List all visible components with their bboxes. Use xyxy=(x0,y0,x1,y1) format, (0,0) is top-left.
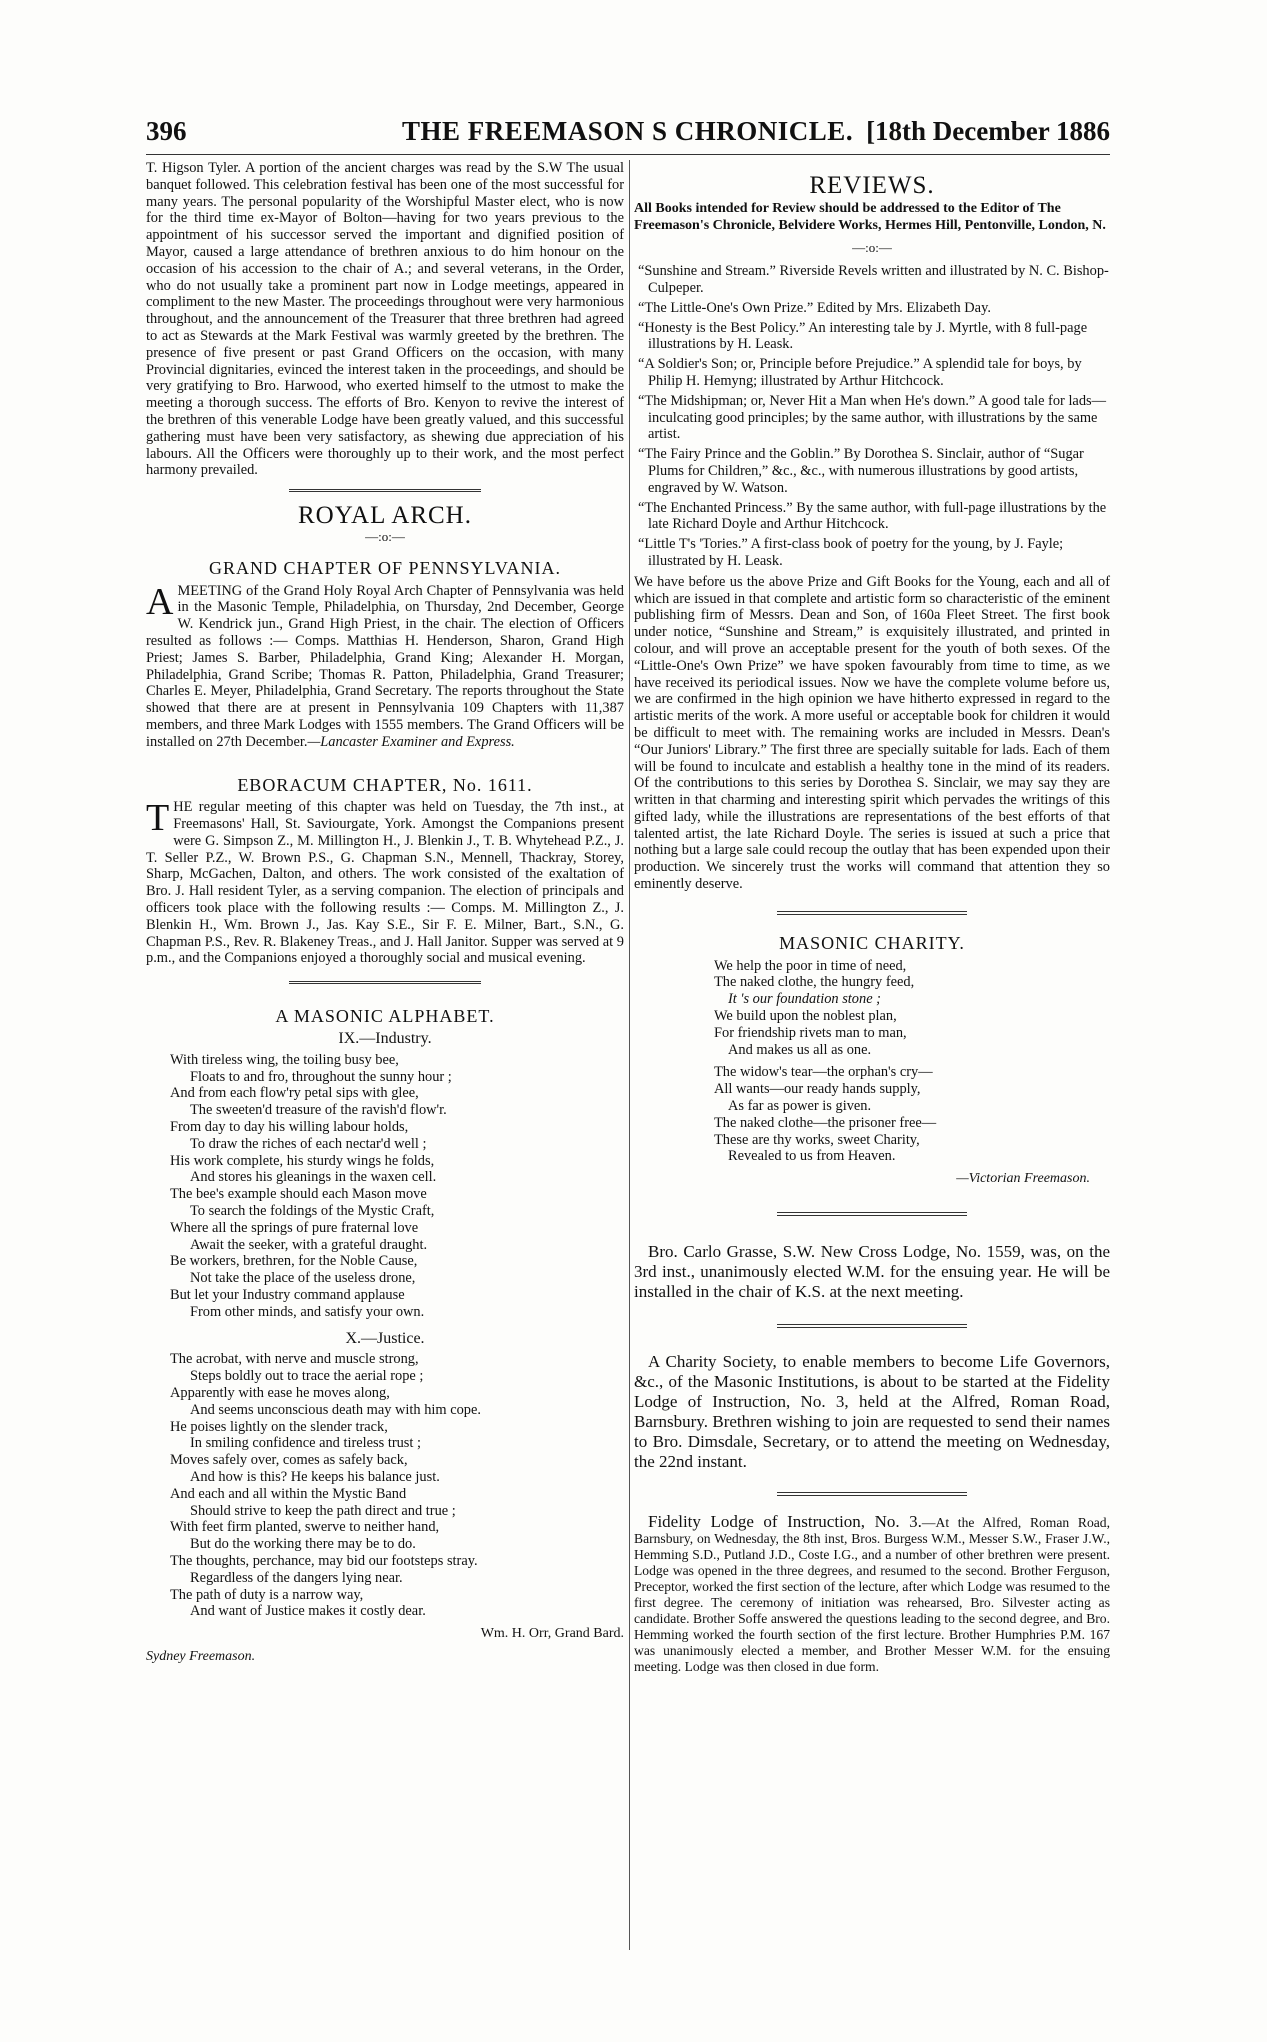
drop-cap: T xyxy=(146,797,170,840)
poem-line: The sweeten'd treasure of the ravish'd flow'r. xyxy=(190,1102,447,1119)
drop-cap: A xyxy=(146,580,174,623)
poem-line: But do the working there may be to do. xyxy=(190,1536,416,1553)
justice-poem xyxy=(170,1351,624,1620)
industry-poem xyxy=(170,1052,624,1321)
poem-line: It 's our foundation stone ; xyxy=(728,991,881,1008)
poem-line: From day to day his willing labour holds, xyxy=(170,1119,409,1136)
poem-line: The path of duty is a narrow way, xyxy=(170,1586,364,1603)
royal-arch-heading: ROYAL ARCH. xyxy=(298,502,472,530)
poem-line: The naked clothe—the prisoner free— xyxy=(714,1114,937,1131)
poem-line: The widow's tear—the orphan's cry— xyxy=(714,1064,933,1081)
poem-line: And stores his gleanings in the waxen cell. xyxy=(190,1169,437,1186)
section-divider xyxy=(289,981,480,986)
fidelity-lodge-paragraph xyxy=(634,1514,1110,1675)
eboracum-paragraph xyxy=(146,799,624,967)
review-item: “A Soldier's Son; or, Principle before Prejudice.” A splendid tale for boys, by Philip H. Hemyng; illustrated by Arthur Hitchcock. xyxy=(638,356,1082,389)
review-item: “The Enchanted Princess.” By the same author, with full-page illustrations by the late Richard Doyle and Arthur Hitchcock. xyxy=(638,499,1107,533)
charity-poem xyxy=(714,958,1110,1166)
poem-line: He poises lightly on the slender track, xyxy=(170,1418,388,1435)
left-column xyxy=(146,160,624,1666)
poem-line: And makes us all as one. xyxy=(728,1041,872,1058)
issue-date: [18th December 1886 xyxy=(866,116,1110,146)
column-divider xyxy=(629,160,630,1950)
poem-line: We help the poor in time of need, xyxy=(714,957,907,974)
review-item: “Sunshine and Stream.” Riverside Revels written and illustrated by N. C. Bishop-Culpeper. xyxy=(638,263,1109,296)
poem-line: With tireless wing, the toiling busy bee, xyxy=(170,1051,399,1068)
section-divider xyxy=(777,1324,967,1328)
poem-line: And each and all within the Mystic Band xyxy=(170,1485,407,1502)
poem-line: We build upon the noblest plan, xyxy=(714,1008,897,1025)
pennsylvania-paragraph xyxy=(146,580,624,751)
fidelity-lodge-lead: Fidelity Lodge of Instruction, No. 3. xyxy=(648,1512,922,1532)
justice-heading: X.—Justice. xyxy=(345,1329,425,1347)
charity-credit: —Victorian Freemason. xyxy=(956,1171,1090,1187)
section-divider xyxy=(777,1492,967,1496)
poem-line: But let your Industry command applause xyxy=(170,1287,405,1304)
poem-line: Steps boldly out to trace the aerial rope ; xyxy=(190,1368,424,1385)
poem-line: And from each flow'ry petal sips with glee, xyxy=(170,1085,419,1102)
poem-line: Apparently with ease he moves along, xyxy=(170,1385,390,1401)
poem-line: For friendship rivets man to man, xyxy=(714,1024,907,1041)
poem-line: Be workers, brethren, for the Noble Cause, xyxy=(170,1253,418,1270)
section-divider xyxy=(777,911,967,915)
poem-line: And seems unconscious death may with him cope. xyxy=(190,1401,481,1418)
poem-line: To draw the riches of each nectar'd well ; xyxy=(190,1135,427,1152)
eboracum-heading: EBORACUM CHAPTER, No. 1611. xyxy=(237,774,533,795)
reviews-heading: REVIEWS. xyxy=(809,172,935,199)
review-item: “The Fairy Prince and the Goblin.” By Dorothea S. Sinclair, author of “Sugar Plums for Children,” &c., &c., with numerous illustrations by good artists, engraved by W. Watson. xyxy=(638,446,1084,496)
masthead-title: THE FREEMASON S CHRONICLE. xyxy=(402,116,854,146)
pennsylvania-source: —Lancaster Examiner and Express. xyxy=(307,733,515,750)
review-item: “Little T's 'Tories.” A first-class book of poetry for the young, by J. Fayle; illustrated by H. Leask. xyxy=(638,536,1064,569)
page-header xyxy=(146,114,1110,155)
pennsylvania-body: MEETING of the Grand Holy Royal Arch Chapter of Pennsylvania was held in the Masonic Temple, Philadelphia, on Thursday, 2nd December, George W. Kendrick jun., Grand High Priest, in the chair. The election of Officers resulted as follows :— Comps. Matthias H. Henderson, Sharon, Grand High Priest; James S. Barber, Philadelphia, Grand King; Alexander H. Morgan, Philadelphia, Grand Scribe; Thomas R. Patton, Philadelphia, Grand Treasurer; Charles E. Meyer, Philadelphia, Grand Secretary. The reports throughout the State showed that there are at present in Pennsylvania 109 Chapters with 11,387 members, and three Mark Lodges with 1555 members. The Grand Officers will be installed on 27th December. xyxy=(146,582,624,750)
review-item: “The Midshipman; or, Never Hit a Man when He's down.” A good tale for lads—inculcating good principles; by the same author, with illustrations by the same artist. xyxy=(638,392,1107,443)
grasse-paragraph: Bro. Carlo Grasse, S.W. New Cross Lodge, No. 1559, was, on the 3rd inst., unanimously elected W.M. for the ensuing year. He will be installed in the chair of K.S. at the next meeting. xyxy=(634,1242,1110,1302)
poem-line: Moves safely over, comes as safely back, xyxy=(170,1452,408,1469)
review-item: “Honesty is the Best Policy.” An interesting tale by J. Myrtle, with 8 full-page illustrations by H. Leask. xyxy=(638,319,1088,353)
poem-credit: Sydney Freemason. xyxy=(146,1648,256,1664)
fidelity-lodge-body: —At the Alfred, Roman Road, Barnsbury, on Wednesday, the 8th inst, Bros. Burgess W.M., Messer S.W., Fraser J.W., Hemming S.D., Putland J.D., Coste I.G., and a number of other brethren were present. Lodge was opened in the three degrees, and resumed to the second. Brother Ferguson, Preceptor, worked the first section of the lecture, after which Lodge was resumed to the first degree. The ceremony of initiation was rehearsed, Bro. Silvester acting as candidate. Brother Soffe answered the questions leading to the second degree, and Bro. Hemming worked the fourth section of the first lecture. Brother Humphries P.M. 167 was unanimously elected a member, and Brother Messer W.M. for the ensuing meeting. Lodge was then closed in due form. xyxy=(634,1515,1110,1675)
poem-line: Revealed to us from Heaven. xyxy=(728,1148,896,1165)
poem-line: Should strive to keep the path direct and true ; xyxy=(190,1502,456,1519)
charity-society-paragraph: A Charity Society, to enable members to become Life Governors, &c., of the Masonic Institutions, is about to be started at the Fidelity Lodge of Instruction, No. 3, held at the Alfred, Roman Road, Barnsbury. Brethren wishing to join are requested to send their names to Bro. Dimsdale, Secretary, or to attend the meeting on Wednesday, the 22nd instant. xyxy=(634,1352,1110,1472)
industry-heading: IX.—Industry. xyxy=(338,1030,432,1048)
ornament: —:o:— xyxy=(852,240,892,256)
right-column xyxy=(634,160,1110,1677)
section-divider xyxy=(777,1212,967,1216)
poem-line: In smiling confidence and tireless trust ; xyxy=(190,1435,421,1452)
bolton-report-paragraph: T. Higson Tyler. A portion of the ancient charges was read by the S.W The usual banquet followed. This celebration festival has been one of the most successful for many years. The personal popularity of the Worshipful Master elect, who is now for the third time ex-Mayor of Bolton—having for two years previous to the appointment of his successor served the important and dignified position of Mayor, caused a large attendance of brethren anxious to do him honour on the occasion of his accession to the chair of A.; and several veterans, in the Order, who do not usually take a prominent part now in Lodge meetings, appeared in compliment to the new Master. The proceedings throughout were very harmonious throughout, and the announcement of the Treasurer that three brethren had agreed to act as Stewards at the Mark Festival was warmly greeted by the brethren. The presence of five present or past Grand Officers on the occasion, with many Provincial dignitaries, evinced the interest taken in the proceedings, and should be very gratifying to Bro. Harwood, who exerted himself to the utmost to make the meeting a thorough success. The efforts of Bro. Kenyon to revive the interest of the brethren of this venerable Lodge have been greatly valued, and this successful gathering must have been very satisfactory, as shewing due appreciation of his labours. All the Officers were thoroughly up to their work, and the most perfect harmony prevailed. xyxy=(146,160,624,479)
poem-line: Where all the springs of pure fraternal love xyxy=(170,1219,419,1236)
poem-line: These are thy works, sweet Charity, xyxy=(714,1131,920,1148)
review-item: “The Little-One's Own Prize.” Edited by Mrs. Elizabeth Day. xyxy=(638,299,991,316)
poem-line: Not take the place of the useless drone, xyxy=(190,1270,416,1287)
section-divider xyxy=(289,489,480,494)
poem-line: The thoughts, perchance, may bid our footsteps stray. xyxy=(170,1552,478,1569)
poem-line: The naked clothe, the hungry feed, xyxy=(714,974,915,991)
poem-line: Regardless of the dangers lying near. xyxy=(190,1569,403,1586)
charity-heading: MASONIC CHARITY. xyxy=(779,932,965,953)
eboracum-body: HE regular meeting of this chapter was held on Tuesday, the 7th inst., at Freemasons' Hall, St. Saviourgate, York. Amongst the Companions present were G. Simpson Z., M. Millington H., J. Blenkin J., T. B. Whytehead P.Z., J. T. Seller P.Z., W. Brown P.S., G. Chapman S.N., Mennell, Thackray, Storey, Sharp, McGachen, Dalton, and others. The work consisted of the exaltation of Bro. J. Hall resident Tyler, as a serving companion. The election of principals and officers took place with the following results :— Comps. M. Millington Z., J. Blenkin H., Wm. Brown J., Jas. Kay S.E., Sir F. E. Milner, Bart., S.N., G. Chapman P.S., Rev. R. Blakeney Treas., and J. Hall Janitor. Supper was served at 9 p.m., and the Companions enjoyed a thoroughly social and musical evening. xyxy=(146,799,624,967)
reviews-note: All Books intended for Review should be addressed to the Editor of The Freemason's Chronicle, Belvidere Works, Hermes Hill, Pentonville, London, N. xyxy=(634,200,1106,233)
poem-line: As far as power is given. xyxy=(728,1098,872,1115)
poem-line: And how is this? He keeps his balance just. xyxy=(190,1468,440,1485)
poem-line: The bee's example should each Mason move xyxy=(170,1186,427,1203)
ornament: —:o:— xyxy=(365,528,405,544)
poem-line: Await the seeker, with a grateful draught. xyxy=(190,1236,428,1253)
page-number: 396 xyxy=(146,116,187,146)
poem-line: To search the foldings of the Mystic Craft, xyxy=(190,1203,435,1220)
poem-line: With feet firm planted, swerve to neither hand, xyxy=(170,1519,440,1536)
reviews-paragraph: We have before us the above Prize and Gift Books for the Young, each and all of which are issued in that complete and artistic form so characteristic of the eminent publishing firm of Messrs. Dean and Son, of 160a Fleet Street. The first book under notice, “Sunshine and Stream,” is exquisitely illustrated, and printed in colour, and will prove an acceptable present for the youth of both sexes. Of the “Little-One's Own Prize” we have spoken favourably from time to time, as we have received its periodical issues. Now we have the complete volume before us, we are confirmed in the high opinion we have hitherto expressed in regard to the artistic merits of the work. A more useful or acceptable book for children it would be difficult to meet with. The remaining works are included in Messrs. Dean's “Our Juniors' Library.” The first three are specially suitable for lads. Each of them will be found to inculcate and establish a healthy tone in the mind of its readers. Of the contributions to this series by Dorothea S. Sinclair, we may say they are written in that charming and interesting spirit which pervades the writings of this gifted lady, while the illustrations are representations of the best efforts of that talented artist, the late Richard Doyle. The series is issued at such a price that nothing but a large sale could recoup the outlay that has been expended upon their production. We sincerely trust the works will command that attention they so eminently deserve. xyxy=(634,573,1110,893)
poem-line: Floats to and fro, throughout the sunny hour ; xyxy=(190,1068,452,1085)
poem-line: From other minds, and satisfy your own. xyxy=(190,1303,425,1320)
poem-line: All wants—our ready hands supply, xyxy=(714,1081,921,1098)
poem-line: And want of Justice makes it costly dear. xyxy=(190,1603,426,1620)
poem-line: His work complete, his sturdy wings he folds, xyxy=(170,1152,435,1169)
poem-line: The acrobat, with nerve and muscle strong, xyxy=(170,1351,419,1368)
alphabet-heading: A MASONIC ALPHABET. xyxy=(275,1006,495,1027)
pennsylvania-heading: GRAND CHAPTER OF PENNSYLVANIA. xyxy=(208,557,562,578)
poem-signature: Wm. H. Orr, Grand Bard. xyxy=(480,1626,624,1642)
